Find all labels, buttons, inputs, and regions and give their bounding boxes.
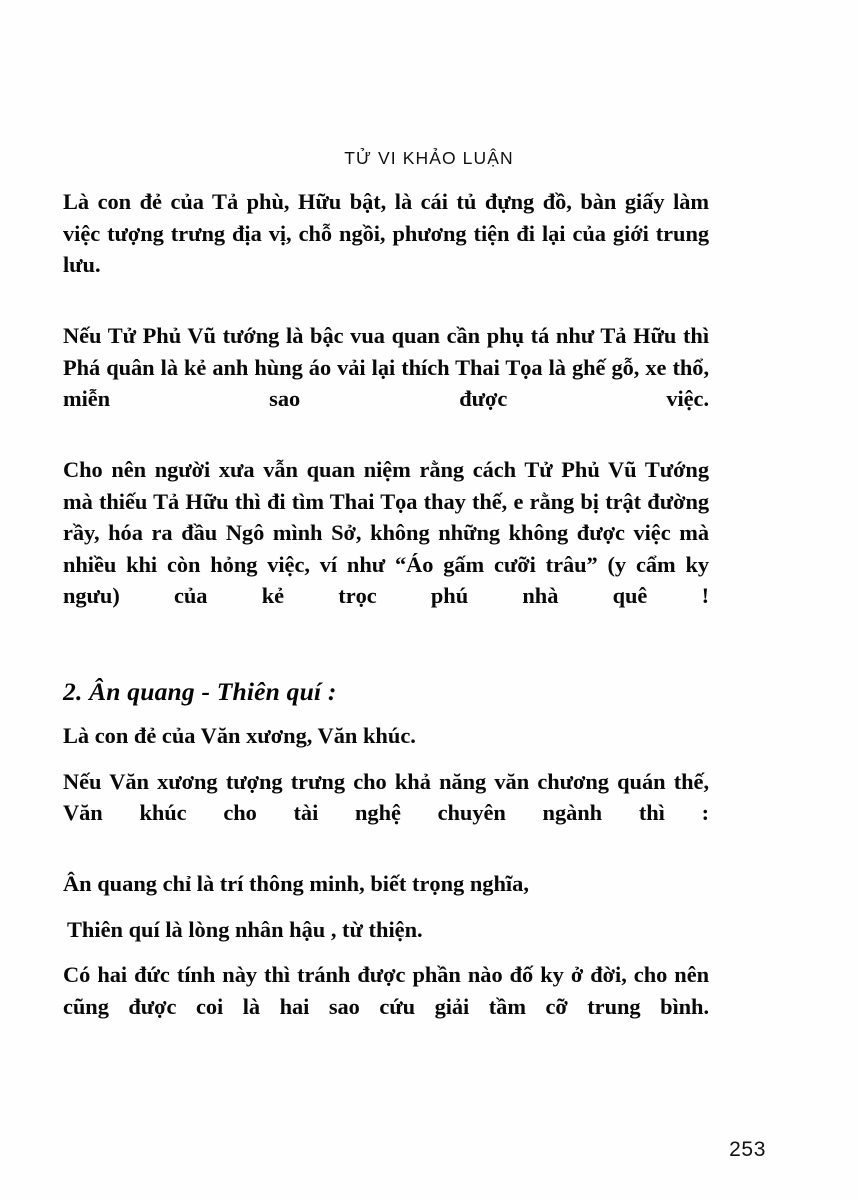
body-paragraph: Cho nên người xưa vẫn quan niệm rằng cách Tử Phủ Vũ Tướng mà thiếu Tả Hữu thì đi tìm Thai Tọa thay thế, e rằng bị trật đường rầy, hóa ra đầu Ngô mình Sở, không những không được việc mà nhiều khi còn hỏng việc, ví như “Áo gấm cưỡi trâu” (y cẩm ky ngưu) của kẻ trọc phú nhà quê ! xyxy=(63,457,709,608)
section-line: Có hai đức tính này thì tránh được phần nào đố ky ở đời, cho nên cũng được coi là hai sao cứu giải tầm cỡ trung bình. xyxy=(63,962,709,1019)
page-number: 253 xyxy=(729,1138,766,1161)
body-paragraph: Là con đẻ của Tả phù, Hữu bật, là cái tủ đựng đồ, bàn giấy làm việc tượng trưng địa vị, chỗ ngồi, phương tiện đi lại của giới trung lưu. xyxy=(63,189,709,277)
section-line: Thiên quí là lòng nhân hậu , từ thiện. xyxy=(67,916,423,942)
section-line: Ân quang chỉ là trí thông minh, biết trọng nghĩa, xyxy=(63,871,529,896)
section-line: Là con đẻ của Văn xương, Văn khúc. xyxy=(63,723,416,748)
section-heading: 2. Ân quang - Thiên quí : xyxy=(63,677,337,706)
running-head: TỬ VI KHẢO LUẬN xyxy=(344,148,514,168)
section-line: Nếu Văn xương tượng trưng cho khả năng văn chương quán thế, Văn khúc cho tài nghệ chuyên ngành thì : xyxy=(63,768,709,825)
text-column xyxy=(63,186,709,1062)
body-paragraph: Nếu Tử Phủ Vũ tướng là bậc vua quan cần phụ tá như Tả Hữu thì Phá quân là kẻ anh hùng áo vải lại thích Thai Tọa là ghế gỗ, xe thổ, miễn sao được việc. xyxy=(63,323,709,411)
